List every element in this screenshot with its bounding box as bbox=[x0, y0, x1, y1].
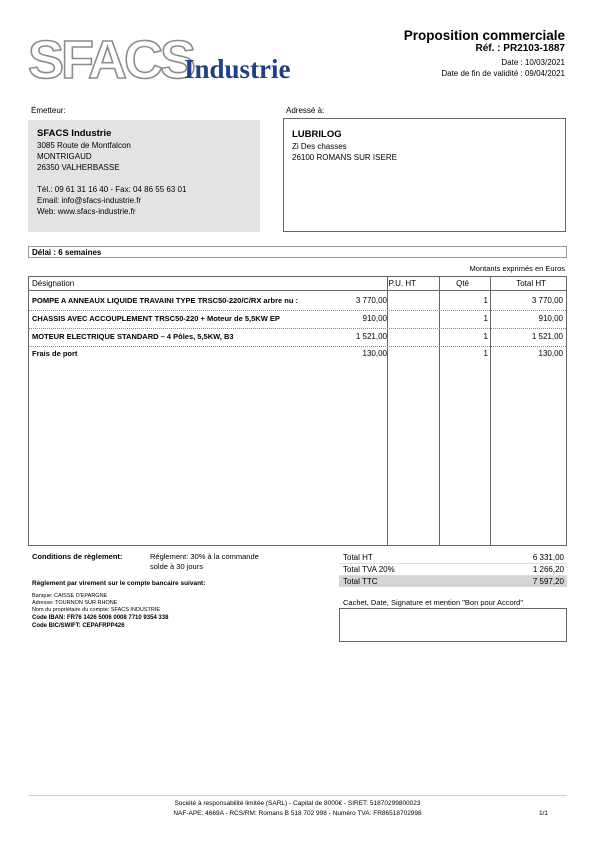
bank-transfer-title: Règlement par virement sur le compte bancaire suivant: bbox=[32, 580, 206, 587]
bank-iban: Code IBAN: FR76 1426 5006 0008 7710 9354 338 bbox=[32, 615, 169, 621]
bank-account-owner: Nom du propriétaire du compte: SFACS INDUSTRIE bbox=[32, 607, 161, 613]
payment-conditions-line: Réglement: 30% à la commande bbox=[150, 552, 259, 561]
footer-legal-line: Société à responsabilité limitée (SARL) - Capital de 8000€ - SIRET: 51870299800023 bbox=[174, 800, 421, 807]
emitter-web: Web: www.sfacs-industrie.fr bbox=[37, 207, 136, 216]
total-ht-label: Total HT bbox=[343, 553, 373, 562]
document-title: Proposition commerciale bbox=[403, 28, 565, 43]
table-row bbox=[29, 345, 566, 363]
total-ht-value: 6 331,00 bbox=[532, 553, 564, 562]
payment-conditions-line: solde à 30 jours bbox=[150, 562, 203, 571]
emitter-name: SFACS Industrie bbox=[37, 128, 112, 139]
item-quantity: 1 bbox=[483, 332, 488, 341]
recipient-label: Adressé à: bbox=[286, 106, 325, 115]
recipient-address-line: 26100 ROMANS SUR ISERE bbox=[292, 153, 397, 162]
company-logo bbox=[28, 32, 318, 84]
emitter-address-line: 26350 VALHERBASSE bbox=[37, 163, 120, 172]
total-tva-label: Total TVA 20% bbox=[343, 565, 395, 574]
item-designation: CHASSIS AVEC ACCOUPLEMENT TRSC50-220 + Moteur de 5,5KW EP bbox=[32, 314, 280, 323]
total-ttc-value: 7 597,20 bbox=[532, 577, 564, 586]
items-table bbox=[28, 276, 567, 546]
item-total: 910,00 bbox=[538, 314, 563, 323]
payment-conditions-value bbox=[150, 552, 259, 572]
delivery-delay: Délai : 6 semaines bbox=[28, 246, 567, 258]
item-quantity: 1 bbox=[483, 349, 488, 358]
emitter-email: Email: info@sfacs-industrie.fr bbox=[37, 196, 142, 205]
signature-box[interactable] bbox=[339, 608, 567, 642]
bank-name: Banque: CAISSE D'EPARGNE bbox=[32, 593, 108, 599]
item-total: 3 770,00 bbox=[531, 296, 563, 305]
table-row bbox=[29, 310, 566, 329]
recipient-address-line: Zi Des chasses bbox=[292, 142, 347, 151]
item-designation: POMPE A ANNEAUX LIQUIDE TRAVAINI TYPE TRSC50-220/C/RX arbre nu : bbox=[32, 296, 299, 305]
column-header-quantity: Qté bbox=[456, 279, 469, 288]
total-ttc-label: Total TTC bbox=[343, 577, 378, 586]
validity-date: Date de fin de validité : 09/04/2021 bbox=[441, 69, 565, 78]
column-header-unit-price: P.U. HT bbox=[388, 279, 416, 288]
total-tva-row bbox=[339, 564, 567, 576]
emitter-address-line: MONTRIGAUD bbox=[37, 152, 92, 161]
footer-legal-line: NAF-APE: 4669A - RCS/RM: Romans B 518 702 998 - Numéro TVA: FR86518702998 bbox=[173, 810, 422, 817]
page-number: 1/1 bbox=[538, 810, 548, 817]
item-designation: MOTEUR ELECTRIQUE STANDARD – 4 Pôles, 5,5KW, B3 bbox=[32, 332, 234, 341]
item-unit-price: 130,00 bbox=[362, 349, 387, 358]
logo-wordmark: SFACS bbox=[28, 32, 194, 84]
recipient-name: LUBRILOG bbox=[292, 129, 342, 140]
emitter-address-line: 3085 Route de Montfalcon bbox=[37, 141, 131, 150]
table-row bbox=[29, 292, 566, 311]
item-unit-price: 1 521,00 bbox=[355, 332, 387, 341]
emitter-label: Émetteur: bbox=[31, 106, 66, 115]
column-header-designation: Désignation bbox=[32, 279, 75, 288]
item-unit-price: 3 770,00 bbox=[355, 296, 387, 305]
total-ht-row bbox=[339, 552, 567, 564]
item-quantity: 1 bbox=[483, 314, 488, 323]
column-header-total: Total HT bbox=[516, 279, 546, 288]
signature-label: Cachet, Date, Signature et mention "Bon pour Accord" bbox=[343, 598, 524, 607]
item-unit-price: 910,00 bbox=[362, 314, 387, 323]
payment-conditions-label: Conditions de règlement: bbox=[32, 552, 123, 561]
bank-bic: Code BIC/SWIFT: CEPAFRPP426 bbox=[32, 623, 125, 629]
item-designation: Frais de port bbox=[32, 349, 78, 358]
item-total: 130,00 bbox=[538, 349, 563, 358]
total-ttc-row bbox=[339, 576, 567, 587]
document-date: Date : 10/03/2021 bbox=[501, 58, 565, 67]
item-quantity: 1 bbox=[483, 296, 488, 305]
totals-block bbox=[339, 552, 567, 587]
item-total: 1 521,00 bbox=[531, 332, 563, 341]
bank-details bbox=[32, 593, 168, 630]
recipient-box bbox=[283, 118, 566, 232]
logo-subtitle: Industrie bbox=[184, 54, 291, 84]
currency-note: Montants exprimés en Euros bbox=[469, 264, 565, 273]
total-tva-value: 1 266,20 bbox=[532, 565, 564, 574]
emitter-box bbox=[28, 120, 260, 232]
header-divider bbox=[29, 290, 566, 291]
footer-divider bbox=[28, 795, 567, 796]
emitter-phone: Tél.: 09 61 31 16 40 - Fax: 04 86 55 63 01 bbox=[37, 185, 187, 194]
bank-address: Adresse: TOURNON SUR RHONE bbox=[32, 600, 118, 606]
document-reference: Réf. : PR2103-1887 bbox=[475, 43, 565, 54]
